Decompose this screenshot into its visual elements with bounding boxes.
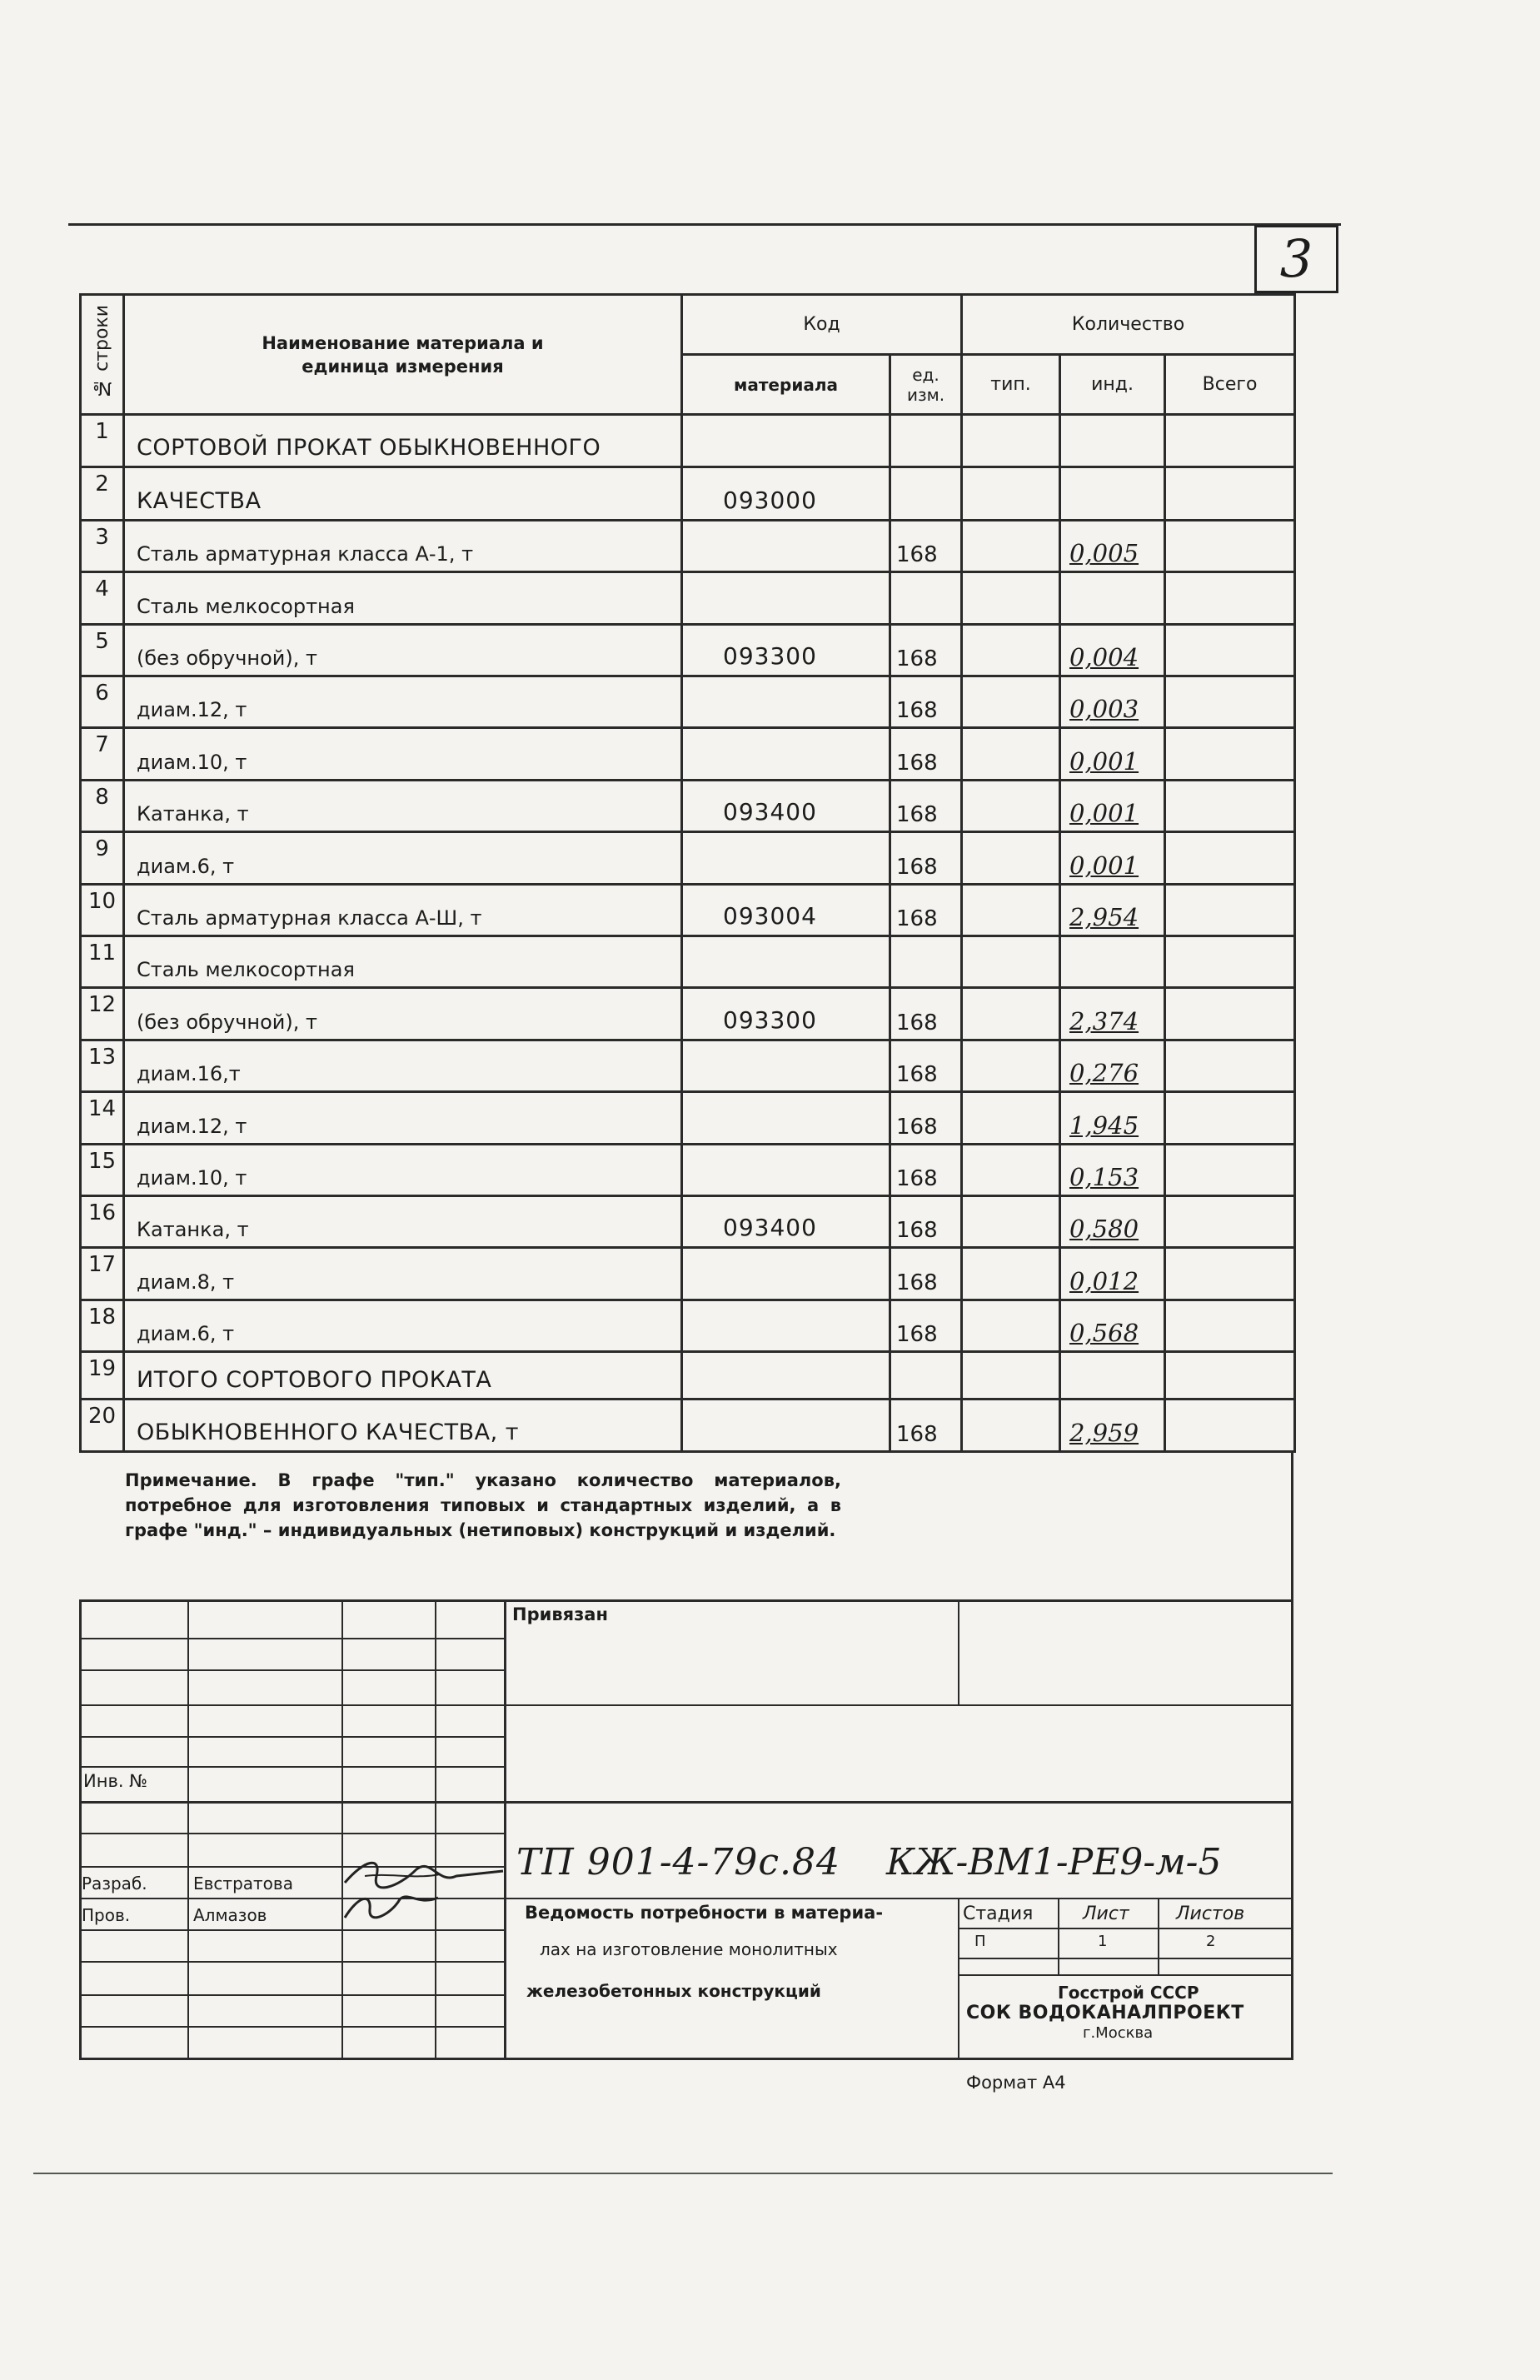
name-prov: Алмазов [193,1905,267,1925]
row-number: 3 [81,520,124,571]
table-row [81,884,1295,936]
material-name: ОБЫКНОВЕННОГО КАЧЕСТВА, т [124,1400,682,1452]
material-code [682,572,890,624]
qty-total [1165,1092,1295,1144]
qty-ind [1060,415,1165,467]
header-code-unit: ед. изм. [890,355,962,415]
table-row [81,1040,1295,1091]
qty-ind: 0,153 [1060,1144,1165,1195]
stamp-bottom-line [79,2058,1293,2060]
unit-code: 168 [890,1092,962,1144]
table-row [81,780,1295,831]
header-quantity: Количество [962,295,1295,355]
material-name: диам.10, т [124,1144,682,1195]
row-number: 15 [81,1144,124,1195]
material-name: Катанка, т [124,780,682,831]
table-row [81,1144,1295,1195]
role-prov: Пров. [82,1905,131,1925]
table-row [81,1400,1295,1452]
header-qty-total: Всего [1165,355,1295,415]
qty-total [1165,1248,1295,1300]
qty-typ [962,936,1060,987]
material-code [682,728,890,780]
qty-total [1165,1144,1295,1195]
material-code [682,1040,890,1091]
org-line-1: Госстрой СССР [1058,1983,1199,2003]
qty-total [1165,624,1295,676]
title-line-3: железобетонных конструкций [526,1981,821,2001]
qty-typ [962,1092,1060,1144]
header-row-no: № строки [81,295,124,415]
material-name: СОРТОВОЙ ПРОКАТ ОБЫКНОВЕННОГО [124,415,682,467]
signature-prov [341,1889,441,1923]
role-razrab: Разраб. [82,1874,147,1894]
qty-typ [962,1300,1060,1351]
material-code: 093004 [682,884,890,936]
stamp-top-line [79,1599,1293,1602]
material-name: Сталь арматурная класса А-Ш, т [124,884,682,936]
unit-code [890,572,962,624]
sheet-value: 1 [1098,1933,1108,1950]
material-name: Сталь арматурная класса А-1, т [124,520,682,571]
qty-total [1165,780,1295,831]
row-number: 17 [81,1248,124,1300]
table-row [81,1352,1295,1400]
inv-no-label: Инв. № [83,1771,148,1791]
unit-code: 168 [890,832,962,884]
material-name: (без обручной), т [124,624,682,676]
unit-code [890,467,962,520]
qty-ind: 0,568 [1060,1300,1165,1351]
qty-typ [962,1040,1060,1091]
qty-typ [962,467,1060,520]
table-row [81,415,1295,467]
qty-typ [962,624,1060,676]
unit-code: 168 [890,884,962,936]
table-row [81,520,1295,571]
qty-total [1165,676,1295,728]
unit-code [890,1352,962,1400]
org-line-2: СОК ВОДОКАНАЛПРОЕКТ [966,2003,1244,2023]
project-code: ТП 901-4-79с.84 [516,1841,841,1884]
qty-ind: 0,003 [1060,676,1165,728]
qty-total [1165,1300,1295,1351]
materials-table [79,293,1296,1453]
qty-ind: 0,005 [1060,520,1165,571]
row-number: 19 [81,1352,124,1400]
qty-ind [1060,572,1165,624]
material-code [682,1352,890,1400]
unit-code: 168 [890,676,962,728]
qty-typ [962,728,1060,780]
material-code: 093400 [682,1195,890,1247]
name-razrab: Евстратова [193,1874,293,1894]
doc-code: КЖ-ВМ1-РЕ9-м-5 [886,1841,1222,1884]
qty-ind [1060,936,1165,987]
material-name: диам.12, т [124,676,682,728]
sheet-label: Лист [1083,1904,1129,1924]
qty-ind: 2,954 [1060,884,1165,936]
material-name: диам.16,т [124,1040,682,1091]
qty-ind: 0,012 [1060,1248,1165,1300]
signature-razrab [340,1851,506,1894]
unit-code: 168 [890,780,962,831]
table-row [81,467,1295,520]
table-row [81,1195,1295,1247]
qty-total [1165,832,1295,884]
material-code: 093400 [682,780,890,831]
header-qty-typ: тип. [962,355,1060,415]
table-note: Примечание. В графе "тип." указано количество материалов, потребное для изготовления типовых и стандартных изделий, а в графе "инд." – индивидуальных (нетиповых) конструкций и изделий. [125,1470,841,1540]
qty-ind: 0,580 [1060,1195,1165,1247]
unit-code: 168 [890,988,962,1040]
unit-code: 168 [890,520,962,571]
qty-total [1165,1040,1295,1091]
material-code [682,1400,890,1452]
qty-typ [962,415,1060,467]
qty-typ [962,884,1060,936]
material-name: диам.8, т [124,1248,682,1300]
privyazan-label: Привязан [512,1604,608,1624]
table-row [81,832,1295,884]
qty-ind: 0,001 [1060,832,1165,884]
material-name: Катанка, т [124,1195,682,1247]
material-name: диам.6, т [124,832,682,884]
unit-code: 168 [890,1300,962,1351]
qty-total [1165,1195,1295,1247]
qty-ind: 0,004 [1060,624,1165,676]
material-name: Сталь мелкосортная [124,572,682,624]
unit-code [890,415,962,467]
row-number: 4 [81,572,124,624]
material-name: диам.12, т [124,1092,682,1144]
stage-value: П [974,1933,986,1950]
qty-total [1165,988,1295,1040]
qty-total [1165,884,1295,936]
unit-code: 168 [890,1040,962,1091]
row-number: 13 [81,1040,124,1091]
material-name: ИТОГО СОРТОВОГО ПРОКАТА [124,1352,682,1400]
qty-typ [962,676,1060,728]
row-number: 9 [81,832,124,884]
qty-ind: 0,001 [1060,780,1165,831]
material-code [682,936,890,987]
unit-code: 168 [890,728,962,780]
material-code [682,676,890,728]
sheet-number: 3 [1254,225,1338,293]
qty-typ [962,780,1060,831]
qty-typ [962,832,1060,884]
row-number: 6 [81,676,124,728]
qty-total [1165,415,1295,467]
row-number: 1 [81,415,124,467]
material-code [682,1144,890,1195]
title-line-2: лах на изготовление монолитных [540,1939,838,1959]
row-number: 12 [81,988,124,1040]
org-line-3: г.Москва [1083,2024,1154,2042]
row-number: 10 [81,884,124,936]
qty-ind: 2,374 [1060,988,1165,1040]
qty-typ [962,572,1060,624]
bottom-border-line [33,2173,1333,2174]
qty-typ [962,1195,1060,1247]
material-code [682,1248,890,1300]
material-code [682,1300,890,1351]
material-code [682,832,890,884]
stamp-frame-right [1291,1453,1293,2059]
unit-code: 168 [890,1248,962,1300]
table-row [81,728,1295,780]
unit-code: 168 [890,624,962,676]
title-line-1: Ведомость потребности в материа- [525,1903,884,1923]
qty-typ [962,988,1060,1040]
stage-label: Стадия [963,1904,1034,1924]
qty-typ [962,1144,1060,1195]
qty-ind [1060,467,1165,520]
material-name: Сталь мелкосортная [124,936,682,987]
table-row [81,572,1295,624]
unit-code [890,936,962,987]
qty-total [1165,520,1295,571]
unit-code: 168 [890,1144,962,1195]
header-qty-ind: инд. [1060,355,1165,415]
qty-total [1165,728,1295,780]
qty-total [1165,572,1295,624]
row-number: 20 [81,1400,124,1452]
qty-ind: 2,959 [1060,1400,1165,1452]
qty-typ [962,1352,1060,1400]
row-number: 11 [81,936,124,987]
sheets-label: Листов [1176,1904,1245,1924]
material-code: 093300 [682,624,890,676]
unit-code: 168 [890,1400,962,1452]
qty-ind: 1,945 [1060,1092,1165,1144]
row-number: 5 [81,624,124,676]
qty-total [1165,1352,1295,1400]
qty-typ [962,1400,1060,1452]
qty-ind: 0,001 [1060,728,1165,780]
material-code: 093000 [682,467,890,520]
stamp-frame-left [79,1599,82,2058]
top-border-line [68,223,1341,226]
material-name: КАЧЕСТВА [124,467,682,520]
material-code: 093300 [682,988,890,1040]
sheets-value: 2 [1206,1933,1216,1950]
qty-typ [962,1248,1060,1300]
qty-total [1165,467,1295,520]
table-row [81,1300,1295,1351]
qty-typ [962,520,1060,571]
qty-total [1165,1400,1295,1452]
table-row [81,676,1295,728]
table-row [81,1092,1295,1144]
material-name: диам.10, т [124,728,682,780]
material-code [682,415,890,467]
qty-ind [1060,1352,1165,1400]
header-name: Наименование материала и единица измерения [124,295,682,415]
row-number: 18 [81,1300,124,1351]
table-row [81,1248,1295,1300]
material-name: (без обручной), т [124,988,682,1040]
material-code [682,1092,890,1144]
material-code [682,520,890,571]
unit-code: 168 [890,1195,962,1247]
qty-total [1165,936,1295,987]
row-number: 8 [81,780,124,831]
qty-ind: 0,276 [1060,1040,1165,1091]
material-name: диам.6, т [124,1300,682,1351]
row-number: 2 [81,467,124,520]
header-code: Код [682,295,962,355]
format-label: Формат А4 [966,2073,1066,2093]
row-number: 16 [81,1195,124,1247]
table-row [81,624,1295,676]
row-number: 14 [81,1092,124,1144]
row-number: 7 [81,728,124,780]
table-row [81,988,1295,1040]
header-code-material: материала [682,355,890,415]
table-row [81,936,1295,987]
